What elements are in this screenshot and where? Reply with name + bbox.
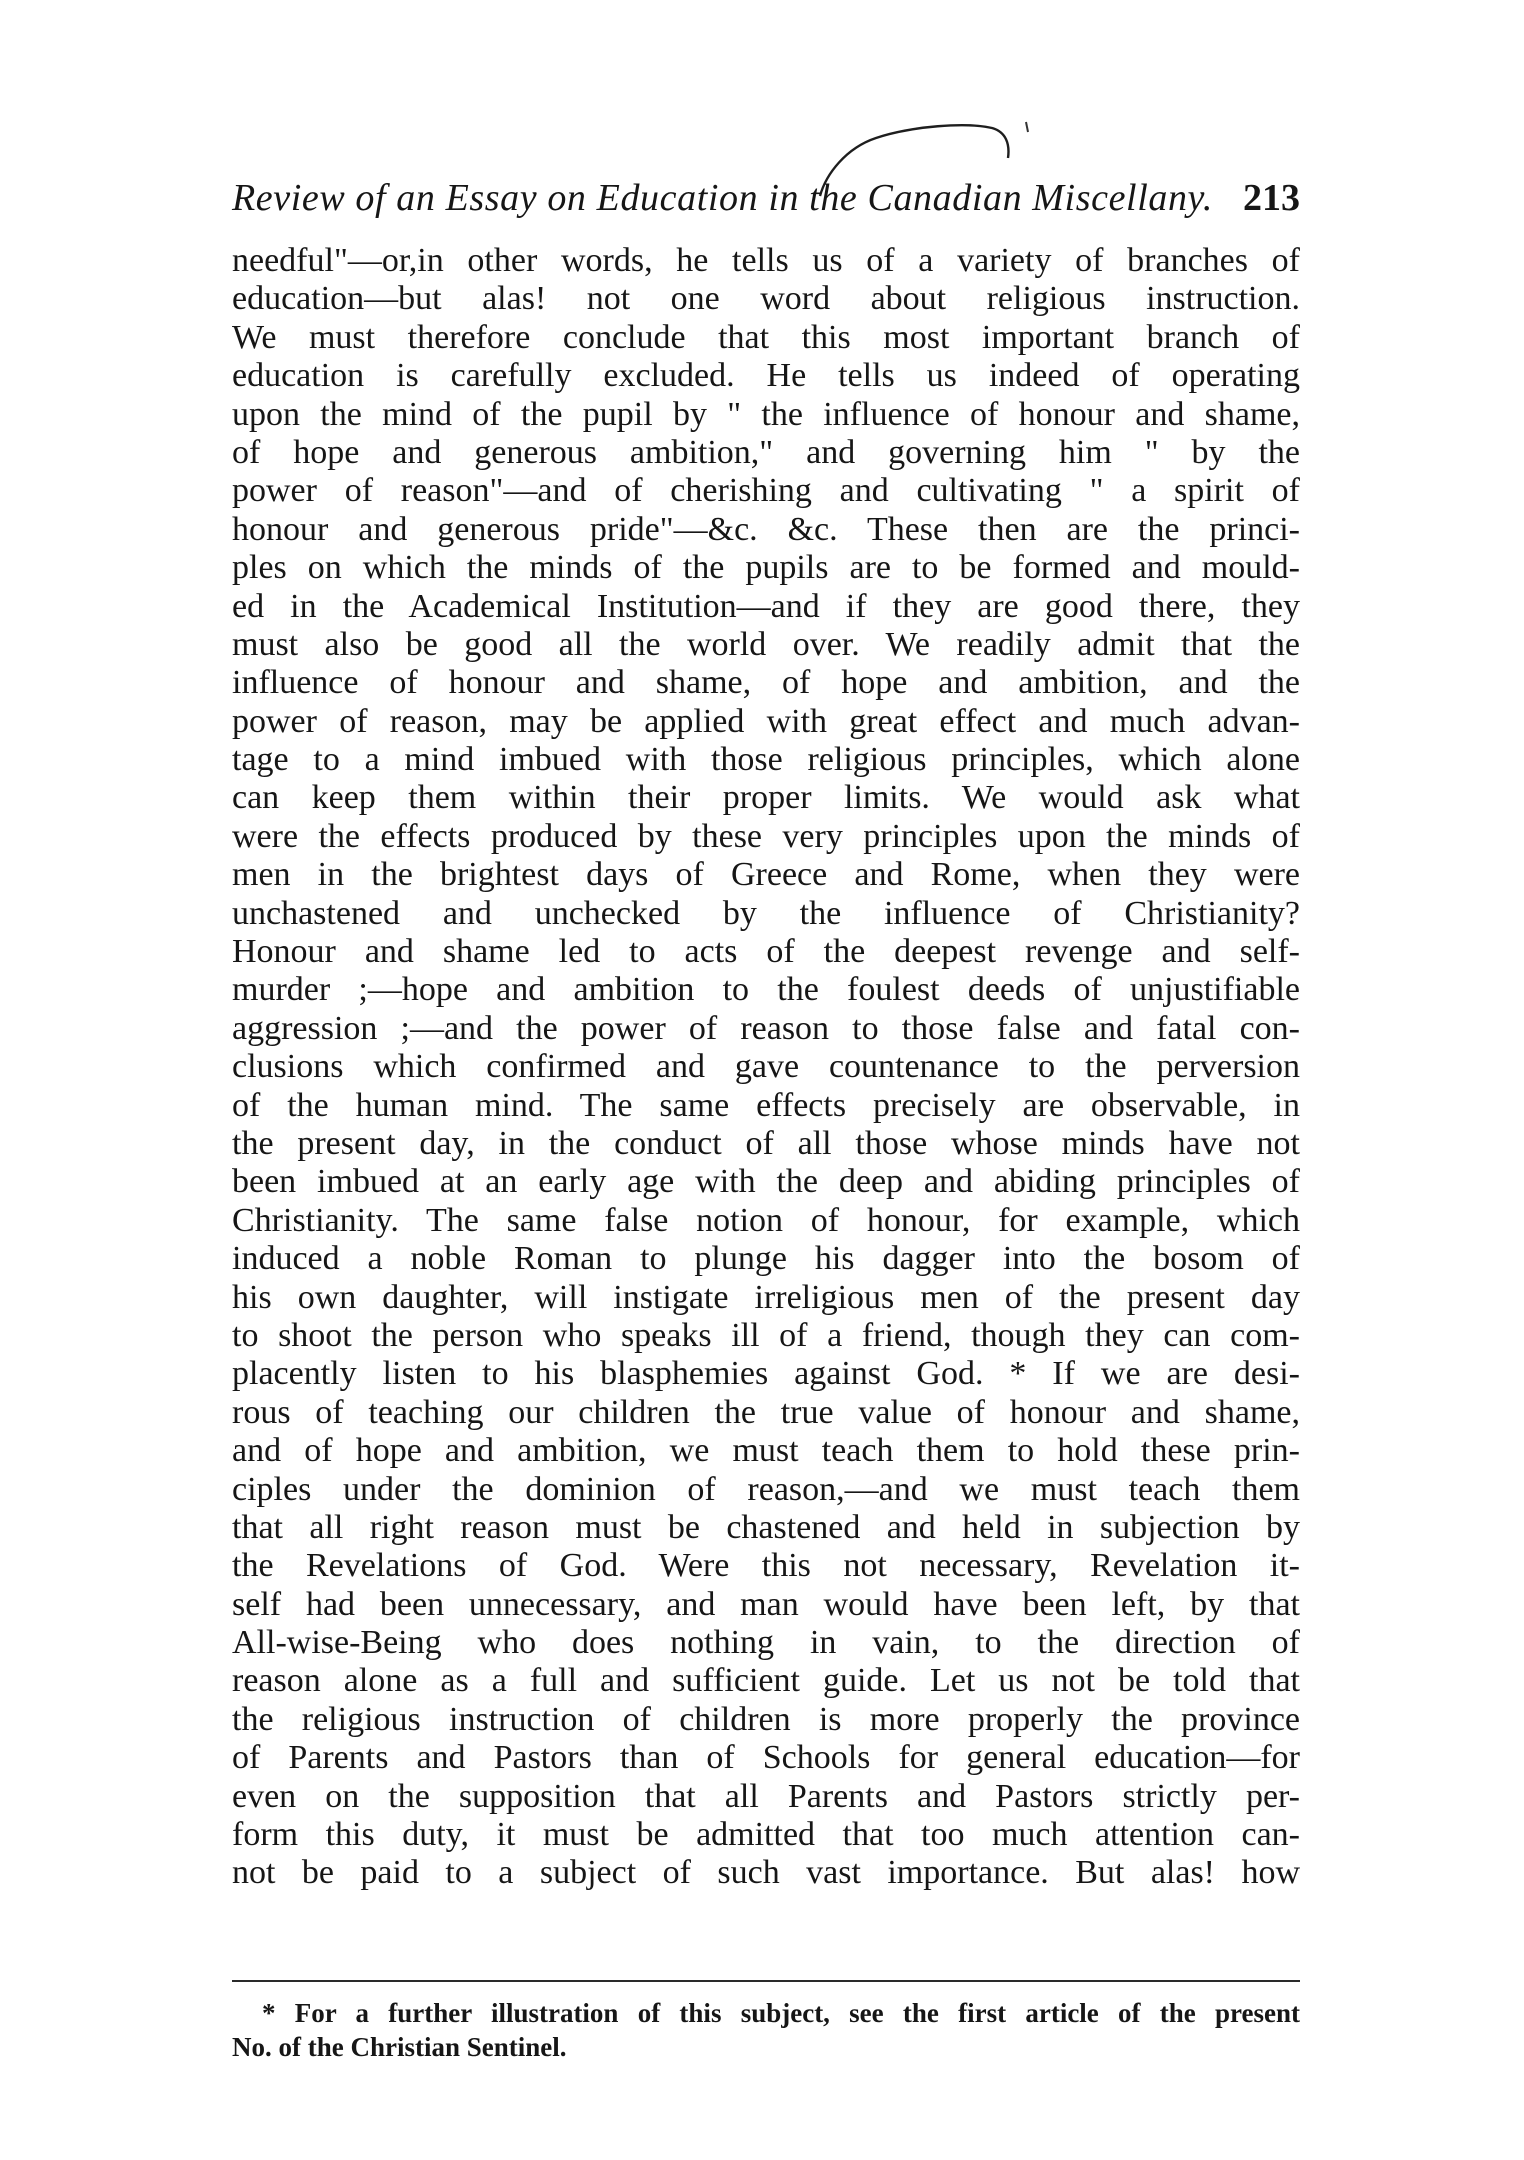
text-line: not be paid to a subject of such vast importance. But alas! how <box>232 1854 1300 1892</box>
text-line: induced a noble Roman to plunge his dagger into the bosom of <box>232 1240 1300 1278</box>
text-line: ed in the Academical Institution—and if they are good there, they <box>232 587 1300 625</box>
text-line: influence of honour and shame, of hope and ambition, and the <box>232 664 1300 702</box>
text-line: power of reason"—and of cherishing and cultivating " a spirit of <box>232 472 1300 510</box>
footnote-line: No. of the Christian Sentinel. <box>232 2032 567 2062</box>
text-line: form this duty, it must be admitted that too much attention can- <box>232 1816 1300 1854</box>
text-line: his own daughter, will instigate irreligious men of the present day <box>232 1278 1300 1316</box>
text-line: ples on which the minds of the pupils are to be formed and mould- <box>232 549 1300 587</box>
text-line: even on the supposition that all Parents and Pastors strictly per- <box>232 1777 1300 1815</box>
text-line: ciples under the dominion of reason,—and we must teach them <box>232 1470 1300 1508</box>
text-line: Honour and shame led to acts of the deepest revenge and self- <box>232 933 1300 971</box>
text-line: were the effects produced by these very principles upon the minds of <box>232 817 1300 855</box>
text-line: rous of teaching our children the true value of honour and shame, <box>232 1393 1300 1431</box>
text-line: and of hope and ambition, we must teach them to hold these prin- <box>232 1432 1300 1470</box>
text-line: the Revelations of God. Were this not necessary, Revelation it- <box>232 1547 1300 1585</box>
text-line: men in the brightest days of Greece and Rome, when they were <box>232 856 1300 894</box>
text-line: placently listen to his blasphemies against God. * If we are desi- <box>232 1355 1300 1393</box>
text-line: that all right reason must be chastened and held in subjection by <box>232 1508 1300 1546</box>
page-header <box>232 176 1300 236</box>
text-line: of Parents and Pastors than of Schools for general education—for <box>232 1739 1300 1777</box>
text-line: can keep them within their proper limits. We would ask what <box>232 779 1300 817</box>
text-line: upon the mind of the pupil by " the influence of honour and shame, <box>232 395 1300 433</box>
text-line: All-wise-Being who does nothing in vain, to the direction of <box>232 1624 1300 1662</box>
text-line: to shoot the person who speaks ill of a friend, though they can com- <box>232 1316 1300 1354</box>
footnote-divider <box>232 1980 1300 1982</box>
body-text <box>232 242 1300 1893</box>
page-number: 213 <box>1243 177 1300 219</box>
text-line: power of reason, may be applied with great effect and much advan- <box>232 702 1300 740</box>
text-line: unchastened and unchecked by the influence of Christianity? <box>232 894 1300 932</box>
running-head: Review of an Essay on Education in the Canadian Miscellany. <box>232 177 1214 219</box>
text-line: the religious instruction of children is more properly the province <box>232 1700 1300 1738</box>
text-line: education—but alas! not one word about religious instruction. <box>232 280 1300 318</box>
text-line: reason alone as a full and sufficient guide. Let us not be told that <box>232 1662 1300 1700</box>
text-line: murder ;—hope and ambition to the foulest deeds of unjustifiable <box>232 971 1300 1009</box>
text-line: We must therefore conclude that this most important branch of <box>232 318 1300 356</box>
text-line: Christianity. The same false notion of honour, for example, which <box>232 1201 1300 1239</box>
text-line: needful"—or,in other words, he tells us of a variety of branches of <box>232 242 1300 279</box>
text-line: clusions which confirmed and gave countenance to the perversion <box>232 1048 1300 1086</box>
text-line: been imbued at an early age with the deep and abiding principles of <box>232 1163 1300 1201</box>
text-line: must also be good all the world over. We readily admit that the <box>232 625 1300 663</box>
text-line: education is carefully excluded. He tells us indeed of operating <box>232 357 1300 395</box>
text-line: tage to a mind imbued with those religious principles, which alone <box>232 741 1300 779</box>
text-line: of hope and generous ambition," and governing him " by the <box>232 433 1300 471</box>
text-line: aggression ;—and the power of reason to those false and fatal con- <box>232 1009 1300 1047</box>
footnote-line: * For a further illustration of this subject, see the first article of the present <box>262 1998 1300 2028</box>
text-line: self had been unnecessary, and man would have been left, by that <box>232 1585 1300 1623</box>
footnote <box>232 1996 1300 2064</box>
text-line: honour and generous pride"—&c. &c. These then are the princi- <box>232 510 1300 548</box>
text-line: of the human mind. The same effects precisely are observable, in <box>232 1086 1300 1124</box>
text-line: the present day, in the conduct of all those whose minds have not <box>232 1124 1300 1162</box>
